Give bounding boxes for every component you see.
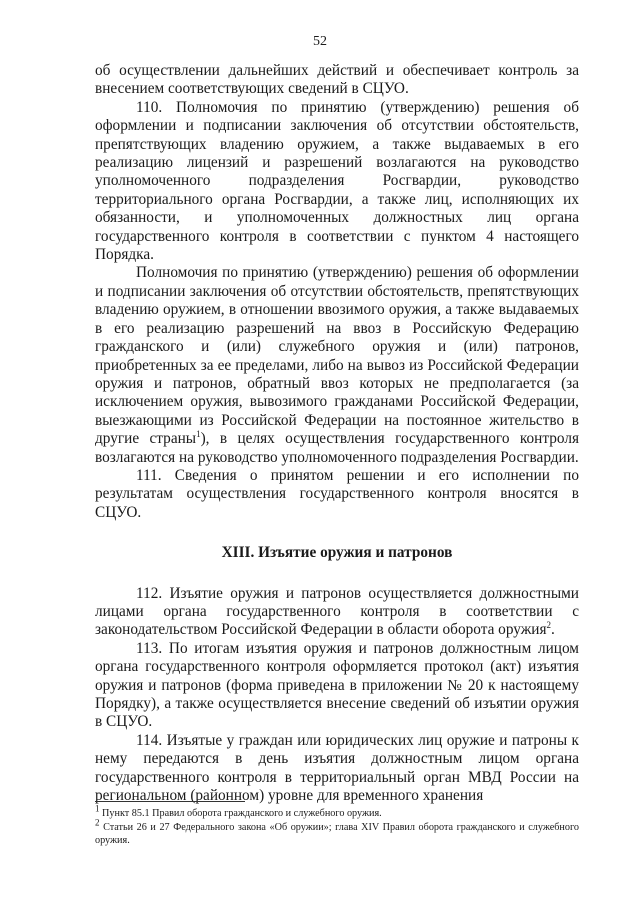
- footnote-divider: [95, 801, 245, 802]
- paragraph-112: 112. Изъятие оружия и патронов осуществляется должностными лицами органа государственного контроля в соответствии с законодательством Российской Федерации в области оборота оружия$^2$.: [95, 584, 579, 639]
- footnotes: [95, 803, 579, 848]
- footnote-1: $^1$ Пункт 85.1 Правил оборота гражданского и служебного оружия.: [95, 803, 382, 819]
- paragraph-111: 111. Сведения о принятом решении и его исполнении по результатам осуществления государственного контроля вносятся в СЦУО.: [95, 466, 579, 521]
- footnote-ref-2[interactable]: 2: [546, 620, 552, 631]
- paragraph-continuation: об осуществлении дальнейших действий и обеспечивает контроль за внесением соответствующих сведений в СЦУО.: [95, 62, 579, 98]
- footnote-ref-1[interactable]: 1: [196, 429, 201, 440]
- footnote-2: $^2$ Статьи 26 и 27 Федерального закона «Об оружии»; глава XIV Правил оборота гражданского и служебного оружия.: [95, 817, 579, 846]
- page-number: 52: [313, 34, 327, 49]
- paragraph-110-second: Полномочия по принятию (утверждению) решения об оформлении и подписании заключения об отсутствии обстоятельств, препятствующих владению оружием, в отношении ввозимого оружия, а также выдаваемых в его реализацию разрешений на ввоз в Российскую Федерацию гражданского и (или) служебного оружия и (или) патронов, приобретенных за ее пределами, либо на вывоз из Российской Федерации оружия и патронов, обратный ввоз которых не предполагается (за исключением оружия, вывозимого гражданами Российской Федерации, выезжающими из Российской Федерации на постоянное жительство в другие страны$^1$), в целях осуществления государственного контроля возлагаются на руководство уполномоченного подразделения Росгвардии.: [95, 264, 579, 466]
- section-heading: XIII. Изъятие оружия и патронов: [221, 544, 453, 562]
- paragraph-113: 113. По итогам изъятия оружия и патронов должностным лицом органа государственного контроля оформляется протокол (акт) изъятия оружия и патронов (форма приведена в приложении № 20 к настоящему Порядку), а также осуществляется внесение сведений об изъятии оружия в СЦУО.: [95, 639, 579, 731]
- paragraph-114: 114. Изъятые у граждан или юридических лиц оружие и патроны к нему передаются в день изъятия должностным лицом органа государственного контроля в территориальный орган МВД России на региональном (районном) уровне для временного хранения: [95, 731, 579, 805]
- body-text: [95, 62, 579, 805]
- paragraph-110: 110. Полномочия по принятию (утверждению) решения об оформлении и подписании заключения об отсутствии обстоятельств, препятствующих владению оружием, а также выдаваемых в его реализацию лицензий и разрешений возлагаются на руководство уполномоченного подразделения Росгвардии, руководство территориального органа Росгвардии, а также лиц, исполняющих их обязанности, и уполномоченных должностных лиц органа государственного контроля в соответствии с пунктом 4 настоящего Порядка.: [95, 98, 579, 264]
